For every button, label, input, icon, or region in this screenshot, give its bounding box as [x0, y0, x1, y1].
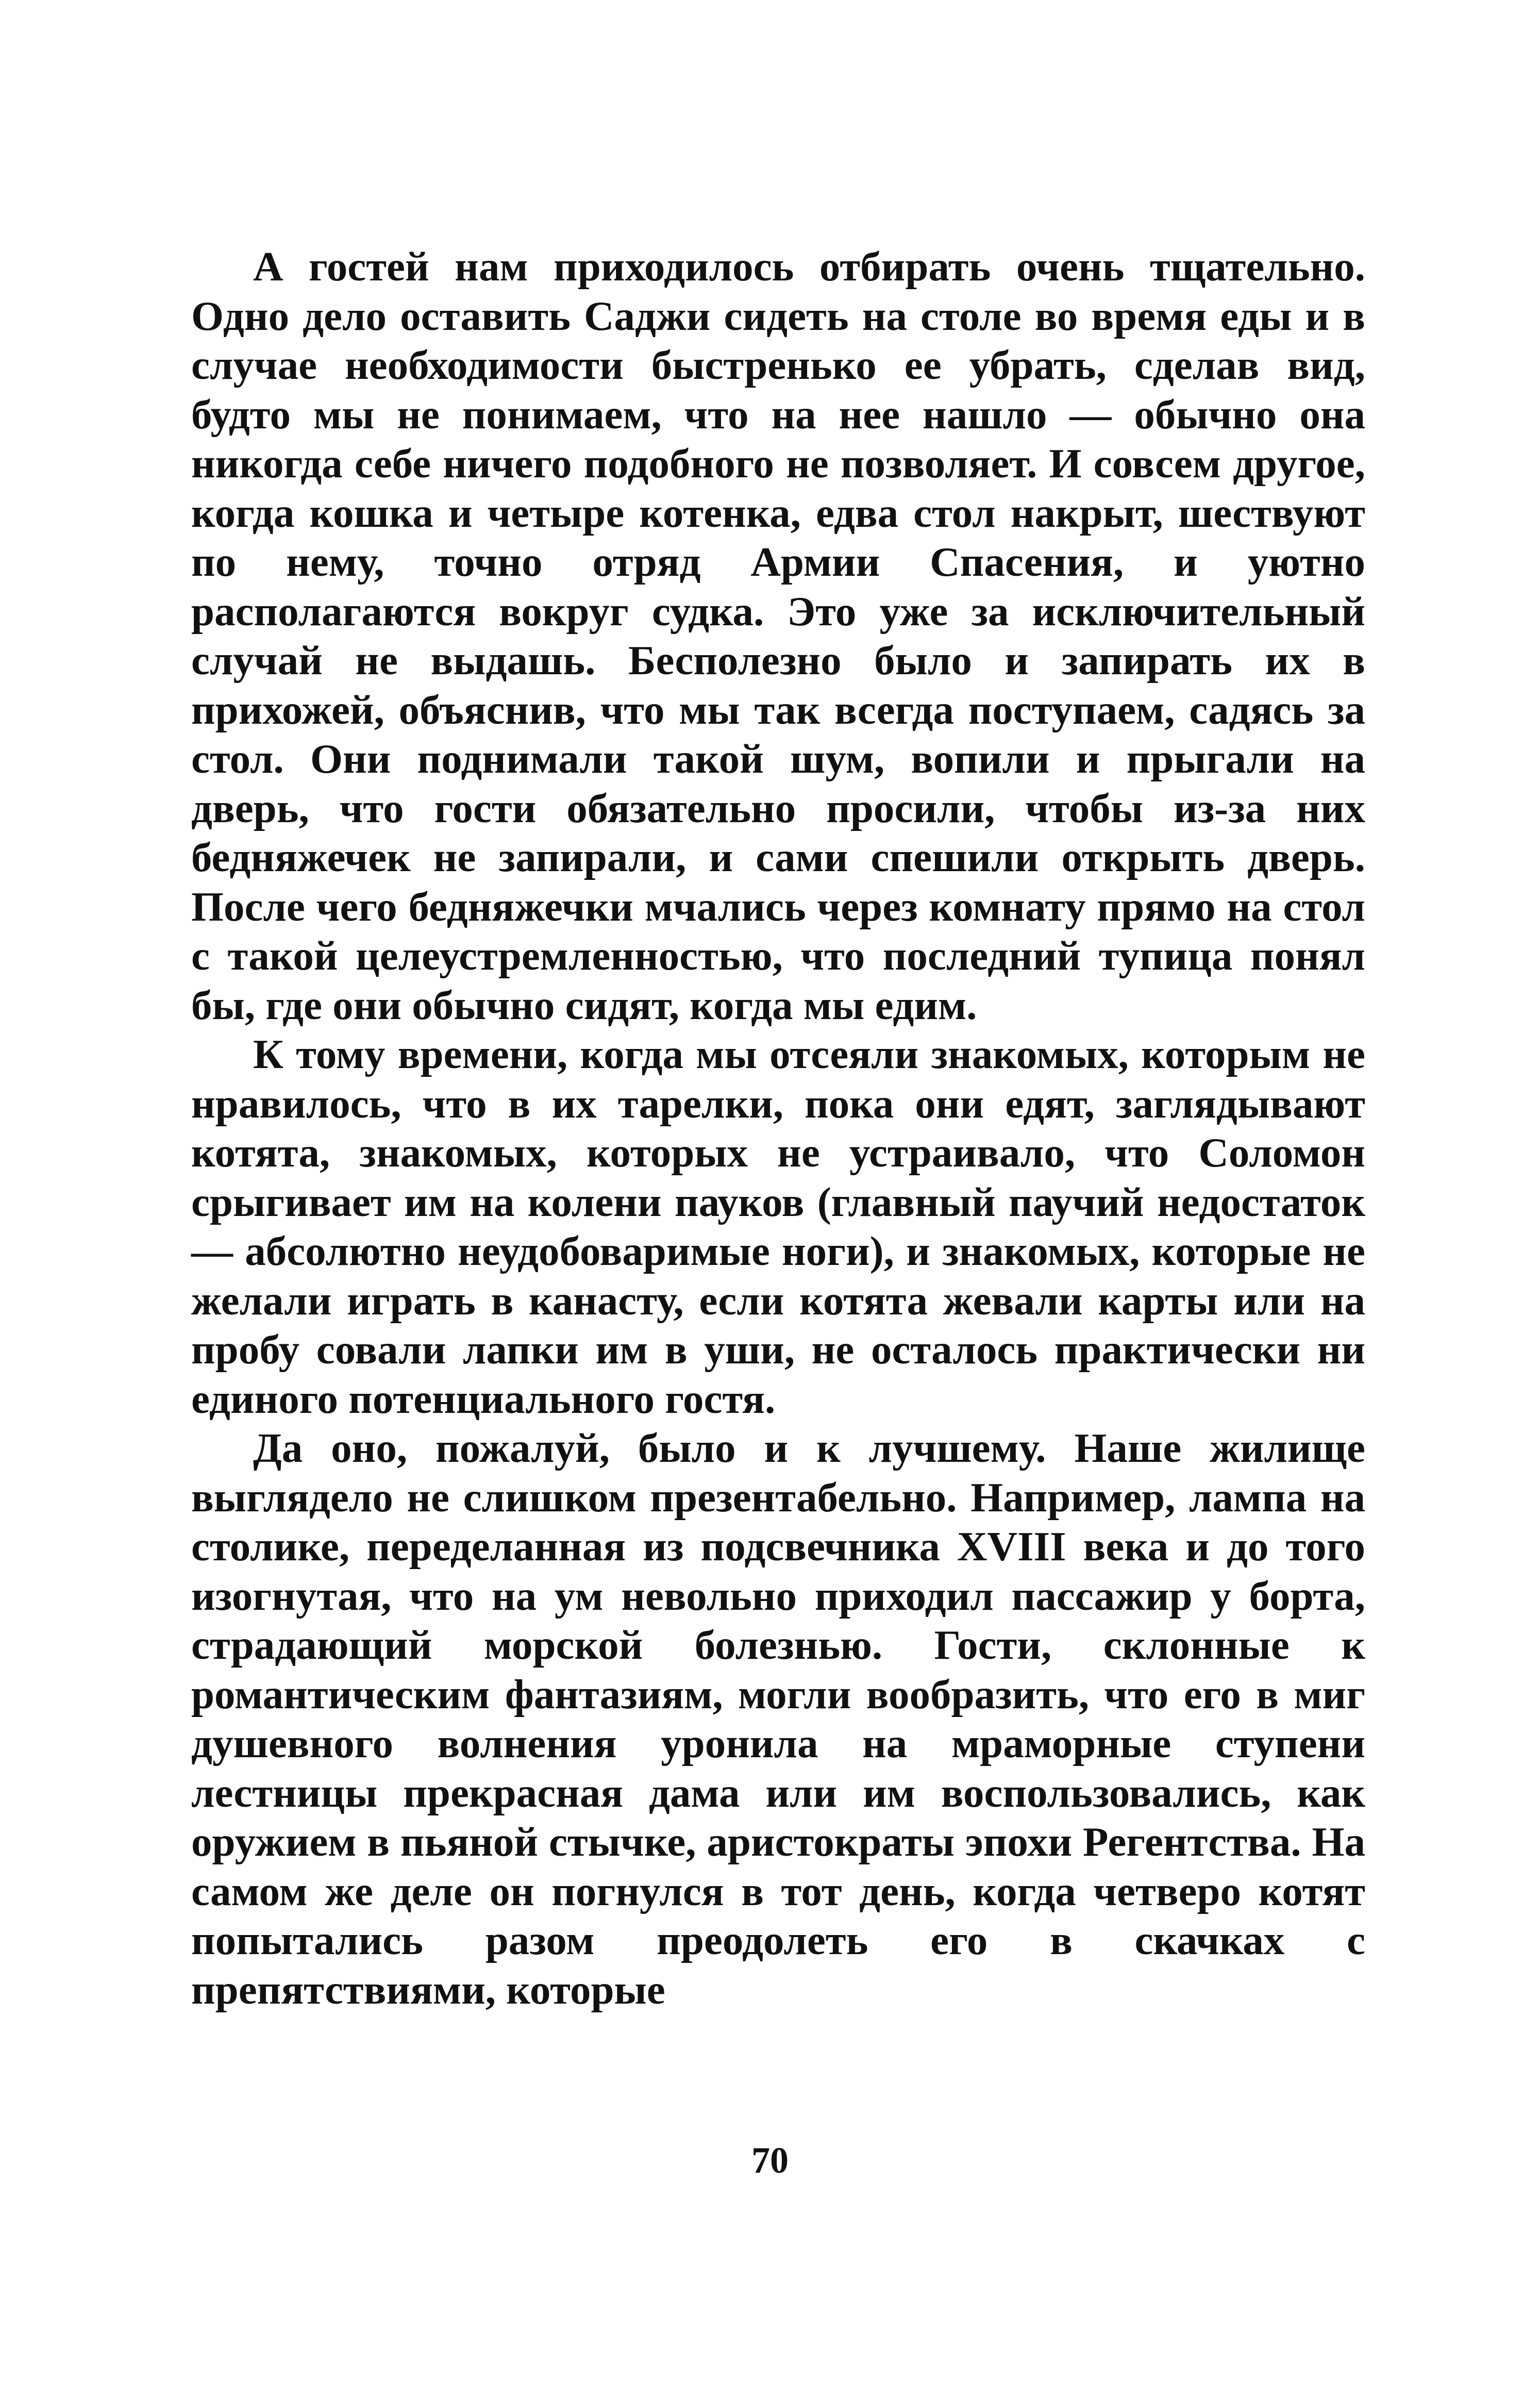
paragraph-2: К тому времени, когда мы отсеяли знакомых, которым не нравилось, что в их тарелки, пока они едят, заглядывают котята, знакомых, которых не устраивало, что Соломон срыгивает им на колени пауков (главный паучий недостаток — абсолютно неудобоваримые ноги), и знакомых, которые не желали играть в канасту, если котята жевали карты или на пробу совали лапки им в уши, не осталось практически ни единого потенциального гостя. — [191, 1031, 1365, 1422]
paragraph-1: А гостей нам приходилось отбирать очень тщательно. Одно дело оставить Саджи сидеть на столе во время еды и в случае необходимости быстренько ее убрать, сделав вид, будто мы не понимаем, что на нее нашло — обычно она никогда себе ничего подобного не позволяет. И совсем другое, когда кошка и четыре котенка, едва стол накрыт, шествуют по нему, точно отряд Армии Спасения, и уютно располагаются вокруг судка. Это уже за исключительный случай не выдашь. Бесполезно было и запирать их в прихожей, объяснив, что мы так всегда поступаем, садясь за стол. Они поднимали такой шум, вопили и прыгали на дверь, что гости обязательно просили, чтобы из-за них бедняжечек не запирали, и сами спешили открыть дверь. После чего бедняжечки мчались через комнату прямо на стол с такой целеустремленностью, что последний тупица понял бы, где они обычно сидят, когда мы едим. — [191, 243, 1365, 1028]
page-number: 70 — [751, 2140, 789, 2181]
body-text — [191, 242, 1365, 2014]
paragraph-3: Да оно, пожалуй, было и к лучшему. Наше жилище выглядело не слишком презентабельно. Например, лампа на столике, переделанная из подсвечника XVIII века и до того изогнутая, что на ум невольно приходил пассажир у борта, страдающий морской болезнью. Гости, склонные к романтическим фантазиям, могли вообразить, что его в миг душевного волнения уронила на мраморные ступени лестницы прекрасная дама или им воспользовались, как оружием в пьяной стычке, аристократы эпохи Регентства. На самом же деле он погнулся в тот день, когда четверо котят попытались разом преодолеть его в скачках с препятствиями, которые — [191, 1425, 1365, 2013]
